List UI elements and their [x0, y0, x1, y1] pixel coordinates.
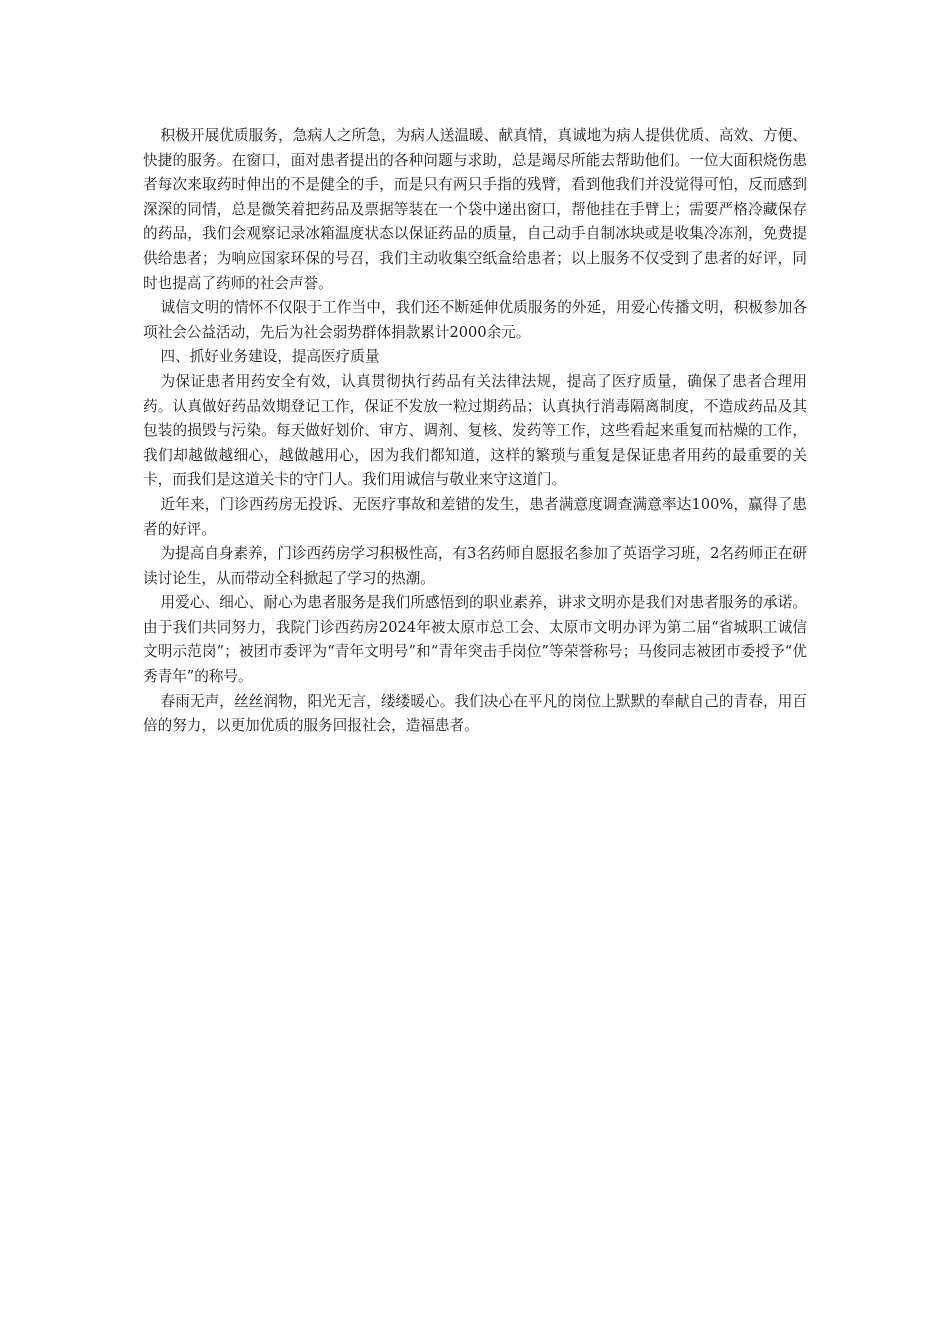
- paragraph-medication-safety: 为保证患者用药安全有效，认真贯彻执行药品有关法律法规，提高了医疗质量，确保了患者合理用药。认真做好药品效期登记工作，保证不发放一粒过期药品；认真执行消毒隔离制度，不造成药品及其包装的损毁与污染。每天做好划价、审方、调剂、复核、发药等工作，这些看起来重复而枯燥的工作，我们却越做越细心，越做越用心，因为我们都知道，这样的繁琐与重复是保证患者用药的最重要的关卡，而我们是这道关卡的守门人。我们用诚信与敬业来守这道门。: [143, 372, 807, 489]
- paragraph-satisfaction: 近年来，门诊西药房无投诉、无医疗事故和差错的发生，患者满意度调查满意率达100%，赢得了患者的好评。: [143, 495, 807, 538]
- paragraph-public-welfare: 诚信文明的情怀不仅限于工作当中，我们还不断延伸优质服务的外延，用爱心传播文明，积极参加各项社会公益活动，先后为社会弱势群体捐款累计2000余元。: [143, 299, 807, 341]
- paragraph-closing: 春雨无声，丝丝润物，阳光无言，缕缕暖心。我们决心在平凡的岗位上默默的奉献自己的青春，用百倍的努力，以更加优质的服务回报社会，造福患者。: [143, 692, 807, 735]
- paragraph-honors: 用爱心、细心、耐心为患者服务是我们所感悟到的职业素养，讲求文明亦是我们对患者服务的承诺。由于我们共同努力，我院门诊西药房2024年被太原市总工会、太原市文明办评为第二届“省城职工诚信文明示范岗”；被团市委评为“青年文明号”和“青年突击手岗位”等荣誉称号；马俊同志被团市委授予“优秀青年”的称号。: [143, 594, 807, 686]
- paragraph-quality-service: 积极开展优质服务，急病人之所急，为病人送温暖、献真情，真诚地为病人提供优质、高效、方便、快捷的服务。在窗口，面对患者提出的各种问题与求助，总是竭尽所能去帮助他们。一位大面积烧伤患者每次来取药时伸出的不是健全的手，而是只有两只手指的残臂，看到他我们并没觉得可怕，反而感到深深的同情，总是微笑着把药品及票据等装在一个袋中递出窗口，帮他挂在手臂上；需要严格冷藏保存的药品，我们会观察记录冰箱温度状态以保证药品的质量，自己动手自制冰块或是收集冷冻剂，免费提供给患者；为响应国家环保的号召，我们主动收集空纸盒给患者；以上服务不仅受到了患者的好评，同时也提高了药师的社会声誉。: [143, 127, 807, 292]
- section-heading-business: 四、抓好业务建设，提高医疗质量: [160, 348, 380, 366]
- paragraph-learning: 为提高自身素养，门诊西药房学习积极性高，有3名药师自愿报名参加了英语学习班，2名药师正在研读讨论生，从而带动全科掀起了学习的热潮。: [143, 545, 807, 587]
- document-page: [143, 124, 807, 739]
